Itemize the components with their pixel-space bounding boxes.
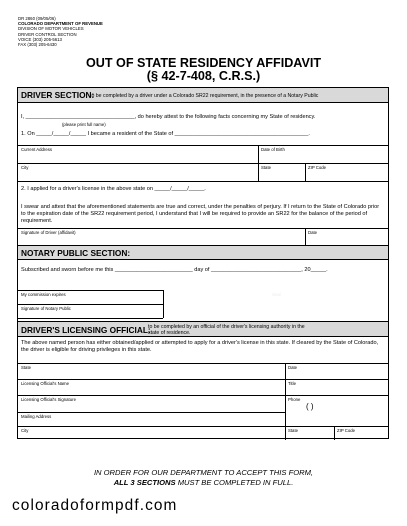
residency-date-line[interactable]: 1. On _____/_____/_____ I became a resident of the State of ___________________________________________. xyxy=(21,131,310,137)
mailing-address-label: Mailing Address xyxy=(21,414,52,419)
divider xyxy=(18,412,285,413)
fax-number: FAX (303) 205-6430 xyxy=(18,42,57,48)
divider xyxy=(163,290,164,318)
official-section-header xyxy=(18,321,388,337)
phone-area-code-field[interactable]: ( ) xyxy=(306,402,314,411)
divider xyxy=(285,363,286,440)
sworn-statement-line[interactable]: Subscribed and sworn before me this _________________________ day of _____________________________, 20_____. xyxy=(21,267,328,273)
divider xyxy=(18,363,388,364)
voice-number: VOICE (303) 205-5613 xyxy=(18,36,62,42)
official-paragraph: The above named person has either obtained/applied or attempted to apply for a driver's license in this state. If cleared by the State of Colorado, the driver is eligible for driving privileges in this state. xyxy=(21,340,379,354)
divider xyxy=(18,290,163,291)
divider xyxy=(305,163,306,181)
driver-section-heading: DRIVER SECTION: xyxy=(21,90,95,100)
official-name-label: Licensing Official's Name xyxy=(21,381,70,386)
commission-expires-label: My commission expires xyxy=(21,292,66,297)
city-label: City xyxy=(21,165,29,170)
official-section-heading: DRIVER'S LICENSING OFFICIAL: xyxy=(21,324,151,335)
footer-line-1: IN ORDER FOR OUR DEPARTMENT TO ACCEPT THIS FORM, xyxy=(93,468,314,477)
official-section-description-1: to be completed by an official of the driver's licensing authority in the xyxy=(148,324,305,330)
section-name: DRIVER CONTROL SECTION xyxy=(18,31,77,37)
divider xyxy=(18,379,388,380)
notary-section-heading: NOTARY PUBLIC SECTION: xyxy=(21,248,131,258)
driver-section-description: to be completed by a driver under a Colorado SR22 requirement, in the presence of a Notary Public xyxy=(90,92,319,99)
driver-date-label: Date xyxy=(308,230,318,235)
attestation-text: I swear and attest that the aforementioned statements are true and correct, under the penalties of perjury. If I return to the State of Colorado prior to the expiration date of the SR22 requirement period, I understand that I will be required to provide an SR22 for the balance of the period of requirement. xyxy=(21,204,380,225)
license-application-line[interactable]: 2. I applied for a driver's license in the above state on _____/_____/_____. xyxy=(21,186,206,192)
notary-section-header xyxy=(18,245,388,260)
notary-signature-label: Signature of Notary Public xyxy=(21,306,71,311)
official-signature-label: Licensing Official's Signature xyxy=(21,397,76,402)
footer-emphasis: ALL 3 SECTIONS xyxy=(113,478,176,487)
divider xyxy=(334,426,335,440)
date-of-birth-label: Date of Birth xyxy=(261,147,285,152)
official-title-label: Title xyxy=(288,381,296,386)
form-header xyxy=(18,16,103,47)
department-name: COLORADO DEPARTMENT OF REVENUE xyxy=(18,21,103,27)
full-name-field[interactable]: ___________________________________ xyxy=(25,114,135,120)
driver-section-header xyxy=(18,88,388,103)
divider xyxy=(18,318,163,319)
divider xyxy=(18,395,388,396)
divider xyxy=(18,163,388,164)
driver-signature-label: Signature of Driver (affidavit) xyxy=(21,230,76,235)
official-city-label: City xyxy=(21,428,29,433)
affidavit-form xyxy=(17,87,389,439)
official-zip-label: ZIP Code xyxy=(337,428,356,433)
full-name-line: I, ___________________________________, do hereby attest to the following facts concerning my State of residency. xyxy=(21,114,316,120)
page-subtitle: (§ 42-7-408, C.R.S.) xyxy=(146,69,261,83)
current-address-label: Current Address xyxy=(21,147,53,152)
watermark-text: coloradoformpdf.com xyxy=(12,497,178,514)
print-name-hint: (please print full name) xyxy=(62,122,106,127)
seal-label: Seal xyxy=(272,292,281,297)
official-date-label: Date xyxy=(288,365,298,370)
page-title: OUT OF STATE RESIDENCY AFFIDAVIT xyxy=(85,56,322,70)
form-number: DR 2860 (09/05/06) xyxy=(18,16,56,21)
zip-code-label: ZIP Code xyxy=(308,165,327,170)
official-section-description-2: state of residence. xyxy=(148,330,191,336)
phone-label: Phone xyxy=(288,397,301,402)
division-name: DIVISION OF MOTOR VEHICLES xyxy=(18,26,84,32)
official-state-label: State xyxy=(21,365,32,370)
divider xyxy=(305,228,306,246)
footer-line-2: ALL 3 SECTIONS MUST BE COMPLETED IN FULL. xyxy=(113,478,294,487)
divider xyxy=(18,304,163,305)
divider xyxy=(18,228,388,229)
official-city-state-label: State xyxy=(288,428,299,433)
divider xyxy=(18,426,388,427)
state-label: State xyxy=(261,165,272,170)
divider xyxy=(18,181,388,182)
divider xyxy=(18,145,388,146)
